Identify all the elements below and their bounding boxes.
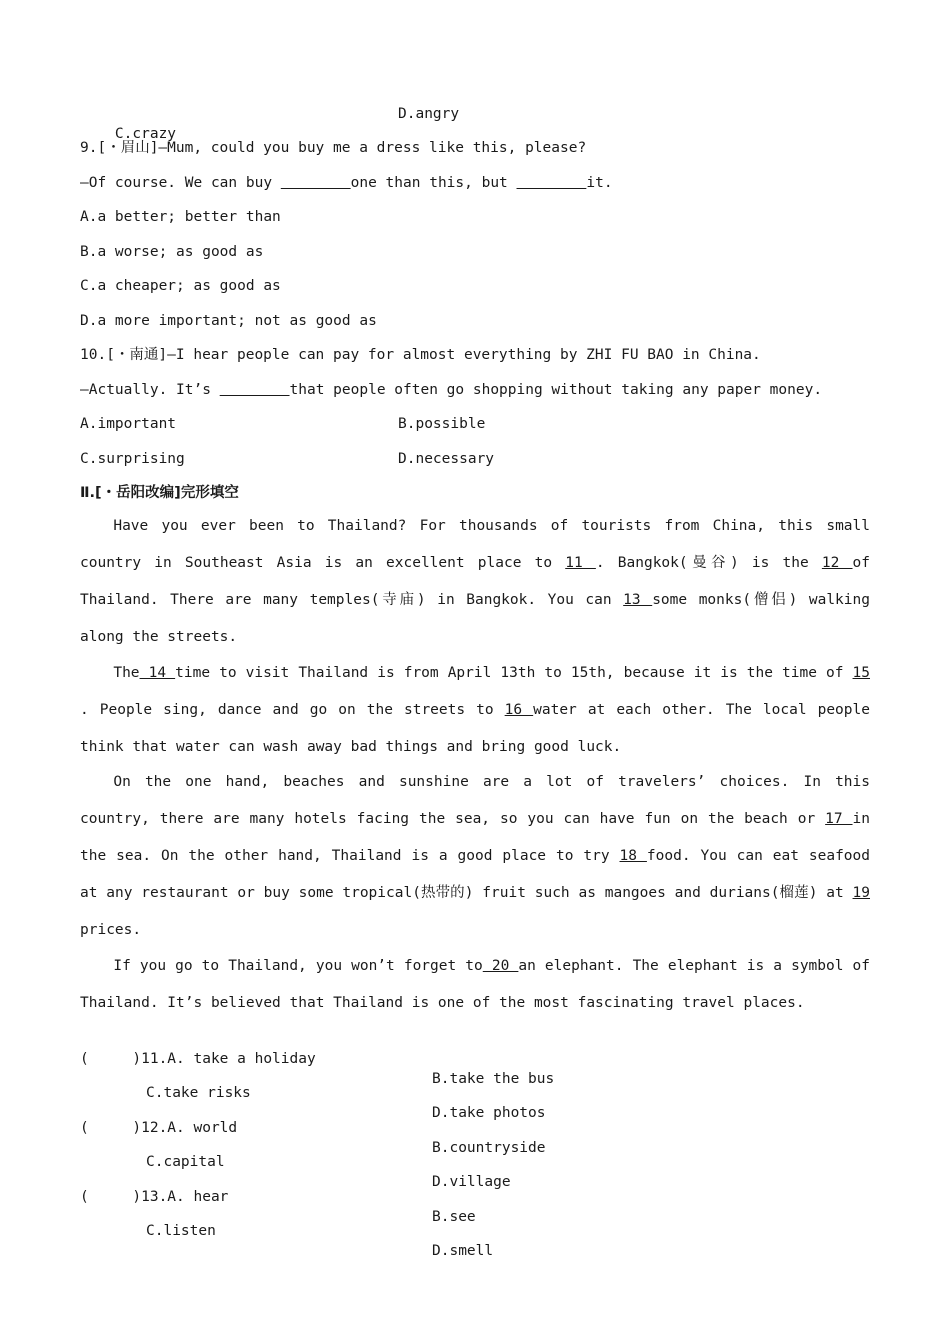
question-12-option-c: C.capital — [146, 1154, 225, 1170]
q9-option-a: A.a better; better than — [80, 209, 281, 225]
question-13-row-2 — [80, 1201, 870, 1281]
q9-option-b: B.a worse; as good as — [80, 244, 264, 260]
q9-option-c: C.a cheaper; as good as — [80, 278, 281, 294]
q10-reply: —Actually. It’s that people often go shopping without taking any paper money. — [80, 382, 823, 398]
blank-20: 20 — [482, 958, 519, 974]
question-13-option-c: C.listen — [146, 1223, 216, 1239]
q10-option-d: D.necessary — [398, 451, 495, 467]
blank-14: 14 — [139, 665, 176, 681]
q10-blank — [220, 382, 290, 398]
q9-blank-1 — [281, 175, 351, 191]
q10-stem: 10.[・南通]—I hear people can pay for almost everything by ZHI FU BAO in China. — [80, 347, 761, 363]
passage-paragraph-3: On the one hand, beaches and sunshine are a lot of travelers’ choices. In this country, there are many hotels facing the sea, so you can have fun on the beach or 17 in the sea. On the other hand, Thailand is a good place to try 18 food. You can eat seafood at any restaurant or buy some tropical(热带的) fruit such as mangoes and durians(榴莲) at 19 prices. — [80, 774, 870, 938]
blank-15: 15 — [852, 665, 870, 681]
q9-reply: —Of course. We can buy one than this, but it. — [80, 175, 613, 191]
blank-19: 19 — [852, 885, 870, 901]
question-13-option-a: ( )13.A. hear — [80, 1189, 229, 1205]
q10-option-c: C.surprising — [80, 451, 185, 467]
question-13-option-d: D.smell — [432, 1243, 494, 1259]
question-11-option-c: C.take risks — [146, 1085, 251, 1101]
blank-16: 16 — [504, 702, 534, 718]
q9-option-d: D.a more important; not as good as — [80, 313, 377, 329]
q10-option-a: A.important — [80, 416, 177, 432]
blank-12: 12 — [821, 555, 853, 571]
section-title: Ⅱ.[・岳阳改编]完形填空 — [80, 485, 239, 501]
passage-paragraph-1: Have you ever been to Thailand? For thousands of tourists from China, this small country in Southeast Asia is an excellent place to 11 . Bangkok(曼谷) is the 12 of Thailand. There are many temples(寺庙) in Bangkok. You can 13 some monks(僧侣) walking along the streets. — [80, 518, 870, 645]
question-11-option-d: D.take photos — [432, 1105, 546, 1121]
question-12-option-a: ( )12.A. world — [80, 1120, 238, 1136]
question-12-option-d: D.village — [432, 1174, 511, 1190]
q9-stem: 9.[・眉山]—Mum, could you buy me a dress like this, please? — [80, 140, 587, 156]
blank-11: 11 — [565, 555, 596, 571]
question-13-option-b: B.see — [432, 1209, 476, 1225]
q8-option-d: D.angry — [398, 106, 460, 122]
q8-option-c: C.crazy — [114, 126, 177, 142]
blank-13: 13 — [623, 592, 653, 608]
q9-blank-2 — [517, 175, 587, 191]
blank-18: 18 — [619, 848, 647, 864]
question-11-option-a: ( )11.A. take a holiday — [80, 1051, 316, 1067]
blank-17: 17 — [825, 811, 853, 827]
question-12-option-b: B.countryside — [432, 1140, 546, 1156]
passage-paragraph-2: The 14 time to visit Thailand is from April 13th to 15th, because it is the time of 15 . People sing, dance and go on the streets to 16 water at each other. The local people think that water can wash away bad things and bring good luck. — [80, 665, 870, 755]
question-11-option-b: B.take the bus — [432, 1071, 555, 1087]
passage-paragraph-4: If you go to Thailand, you won’t forget to 20 an elephant. The elephant is a symbol of Thailand. It’s believed that Thailand is one of the most fascinating travel places. — [80, 958, 870, 1011]
q10-option-b: B.possible — [398, 416, 486, 432]
